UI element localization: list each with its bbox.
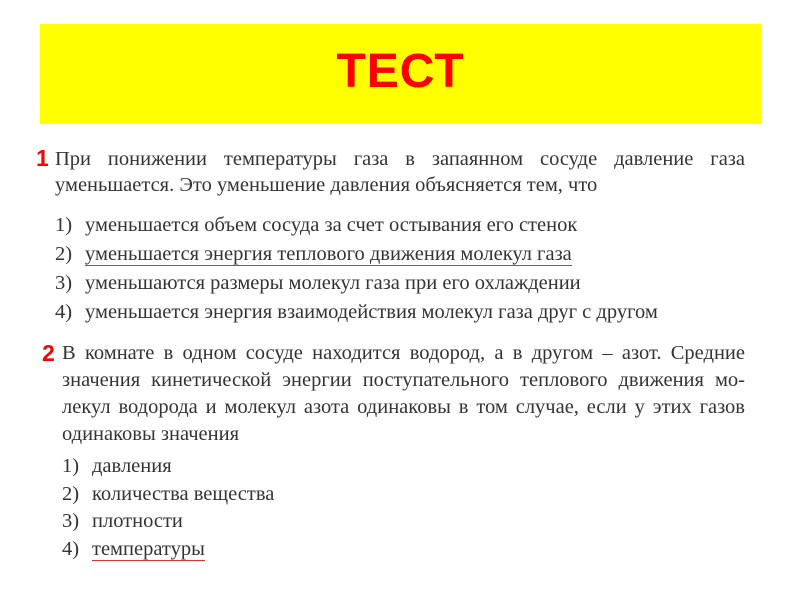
option-index: 2): [55, 243, 73, 265]
option-index: 1): [55, 214, 73, 236]
question-1-text: [55, 146, 745, 198]
option-item: [62, 536, 274, 564]
question-2-line: значения кинетической энергии поступательного теплового движения мо-: [62, 369, 745, 391]
option-item: [62, 481, 274, 509]
option-text-underlined: уменьшается энергия теплового движения молекул газа: [85, 243, 572, 265]
question-1-number: 1: [36, 145, 49, 171]
question-1-line: При понижении температуры газа в запаянном сосуде давление газа: [55, 148, 745, 170]
slide-title: ТЕСТ: [336, 45, 465, 98]
option-item: [62, 508, 274, 536]
option-text: давления: [92, 455, 172, 477]
option-item: [55, 298, 658, 327]
question-1-line: уменьшается. Это уменьшение давления объясняется тем, что: [55, 174, 598, 196]
option-index: 3): [55, 272, 73, 294]
option-item: [55, 211, 658, 240]
option-text: уменьшается объем сосуда за счет остывания его стенок: [85, 214, 578, 236]
question-2-line: одинаковы значения: [62, 423, 240, 445]
option-index: 2): [62, 482, 80, 505]
option-index: 4): [62, 537, 80, 560]
option-text: уменьшается энергия взаимодействия молекул газа друг с другом: [85, 301, 658, 323]
option-index: 3): [62, 510, 80, 532]
option-text: уменьшаются размеры молекул газа при его охлаждении: [85, 272, 581, 294]
option-item: [62, 453, 274, 481]
option-item: [55, 269, 658, 298]
question-2-line: лекул водорода и молекул азота одинаковы в том случае, если у этих газов: [62, 396, 745, 418]
option-item: [55, 240, 658, 269]
option-text: количества вещества: [92, 482, 275, 505]
option-text: плотности: [92, 510, 183, 532]
question-2-text: [62, 340, 745, 448]
option-index: 1): [62, 455, 80, 477]
question-1-options: [55, 211, 658, 327]
option-index: 4): [55, 301, 73, 323]
question-2-line: В комнате в одном сосуде находится водород, а в другом – азот. Средние: [62, 342, 745, 364]
question-2-number: 2: [42, 340, 55, 366]
title-banner: [40, 24, 761, 124]
option-text-underlined: температуры: [92, 537, 205, 560]
question-2-options: [62, 453, 274, 563]
